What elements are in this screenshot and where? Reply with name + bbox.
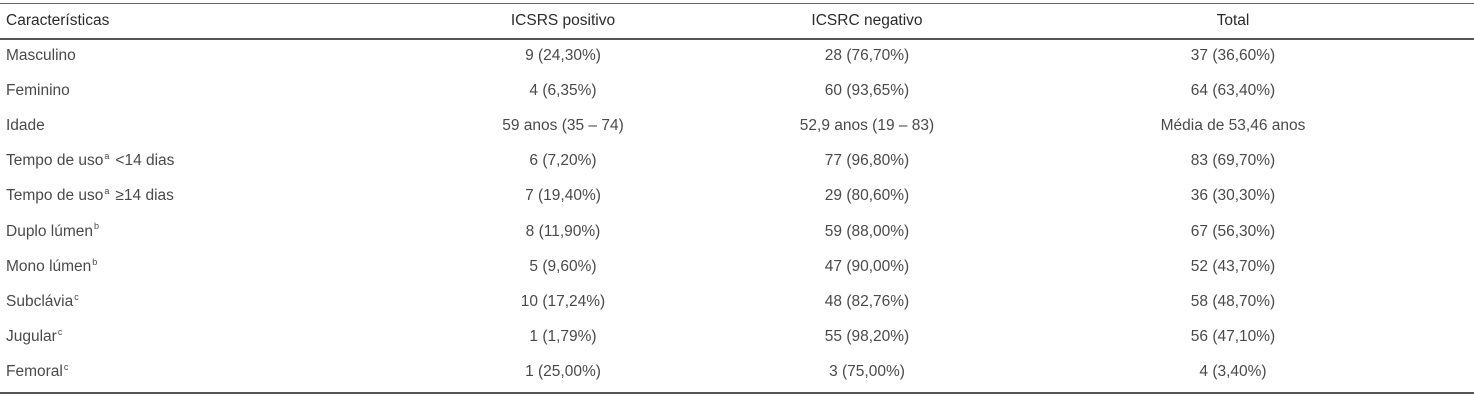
row-footnote-mark: a [104, 186, 110, 197]
header-row [0, 4, 1474, 38]
row-label-cell [0, 214, 384, 249]
cell-positive: 10 (17,24%) [520, 292, 606, 310]
cell-negative: 59 (88,00%) [824, 222, 910, 240]
header-icsrs-positive: ICSRS positivo [510, 12, 616, 29]
table-row [0, 144, 1474, 179]
table-row [0, 284, 1474, 319]
table-bottom-rule [0, 392, 1474, 394]
cell-negative: 28 (76,70%) [824, 46, 910, 64]
cell-negative: 55 (98,20%) [824, 328, 910, 346]
cell-positive: 4 (6,35%) [529, 81, 597, 99]
cell-positive: 8 (11,90%) [525, 222, 601, 240]
row-label: Masculino [6, 46, 76, 64]
cell-positive: 6 (7,20%) [529, 152, 597, 170]
cell-positive: 9 (24,30%) [525, 46, 601, 64]
row-label-cell [0, 355, 384, 390]
row-label-cell [0, 38, 384, 73]
table-row [0, 249, 1474, 284]
table-row [0, 355, 1474, 390]
row-label-cell [0, 179, 384, 214]
row-label-suffix: <14 dias [115, 152, 175, 170]
row-label: Duplo lúmen [6, 222, 94, 240]
table-row [0, 38, 1474, 73]
cell-negative: 3 (75,00%) [829, 363, 905, 381]
row-footnote-mark: a [104, 151, 110, 161]
row-label: Idade [6, 116, 45, 134]
row-label: Tempo de uso [6, 187, 104, 205]
row-label-cell [0, 249, 384, 284]
cell-positive: 1 (1,79%) [529, 328, 597, 346]
row-label: Subclávia [6, 292, 74, 310]
header-icsrc-negative: ICSRC negativo [811, 12, 923, 29]
row-footnote-mark: c [63, 362, 69, 373]
cell-total: 4 (3,40%) [1199, 363, 1267, 381]
row-footnote-mark: b [94, 221, 100, 232]
cell-negative: 48 (82,76%) [824, 292, 910, 310]
table-row [0, 108, 1474, 143]
row-label: Femoral [6, 363, 63, 381]
cell-total: 64 (63,40%) [1190, 81, 1276, 99]
row-label-cell [0, 144, 384, 179]
header-characteristics: Características [6, 12, 110, 29]
row-footnote-mark: c [74, 291, 79, 302]
table-body [0, 38, 1474, 390]
row-label-cell [0, 73, 384, 108]
row-label-cell [0, 284, 384, 319]
cell-total: 58 (48,70%) [1190, 292, 1276, 310]
cell-negative: 77 (96,80%) [824, 152, 910, 170]
row-label-cell [0, 108, 384, 143]
cell-total: 36 (30,30%) [1190, 187, 1276, 205]
cell-total: 83 (69,70%) [1190, 152, 1276, 170]
table-row [0, 320, 1474, 355]
cell-total: 37 (36,60%) [1190, 46, 1276, 64]
cell-positive: 59 anos (35 – 74) [502, 116, 624, 134]
header-total: Total [1216, 12, 1250, 29]
row-label: Feminino [6, 81, 70, 99]
row-label: Jugular [6, 328, 57, 346]
table-row [0, 214, 1474, 249]
row-label: Mono lúmen [6, 257, 92, 275]
cell-negative: 29 (80,60%) [824, 187, 910, 205]
cell-positive: 1 (25,00%) [525, 363, 601, 381]
cell-negative: 52,9 anos (19 – 83) [799, 116, 935, 134]
row-label: Tempo de uso [6, 152, 104, 170]
cell-total: 67 (56,30%) [1190, 222, 1276, 240]
table-row [0, 179, 1474, 214]
cell-positive: 7 (19,40%) [525, 187, 601, 205]
cell-total: 52 (43,70%) [1190, 257, 1276, 275]
table-header [0, 4, 1474, 38]
cell-negative: 60 (93,65%) [824, 81, 910, 99]
row-footnote-mark: b [92, 256, 98, 267]
table-row [0, 73, 1474, 108]
row-footnote-mark: c [57, 326, 63, 337]
cell-positive: 5 (9,60%) [529, 257, 597, 275]
cell-negative: 47 (90,00%) [824, 257, 910, 275]
characteristics-table [0, 4, 1474, 390]
row-label-suffix: ≥14 dias [115, 187, 174, 205]
cell-total: Média de 53,46 anos [1160, 116, 1306, 134]
cell-total: 56 (47,10%) [1190, 328, 1276, 346]
row-label-cell [0, 320, 384, 355]
